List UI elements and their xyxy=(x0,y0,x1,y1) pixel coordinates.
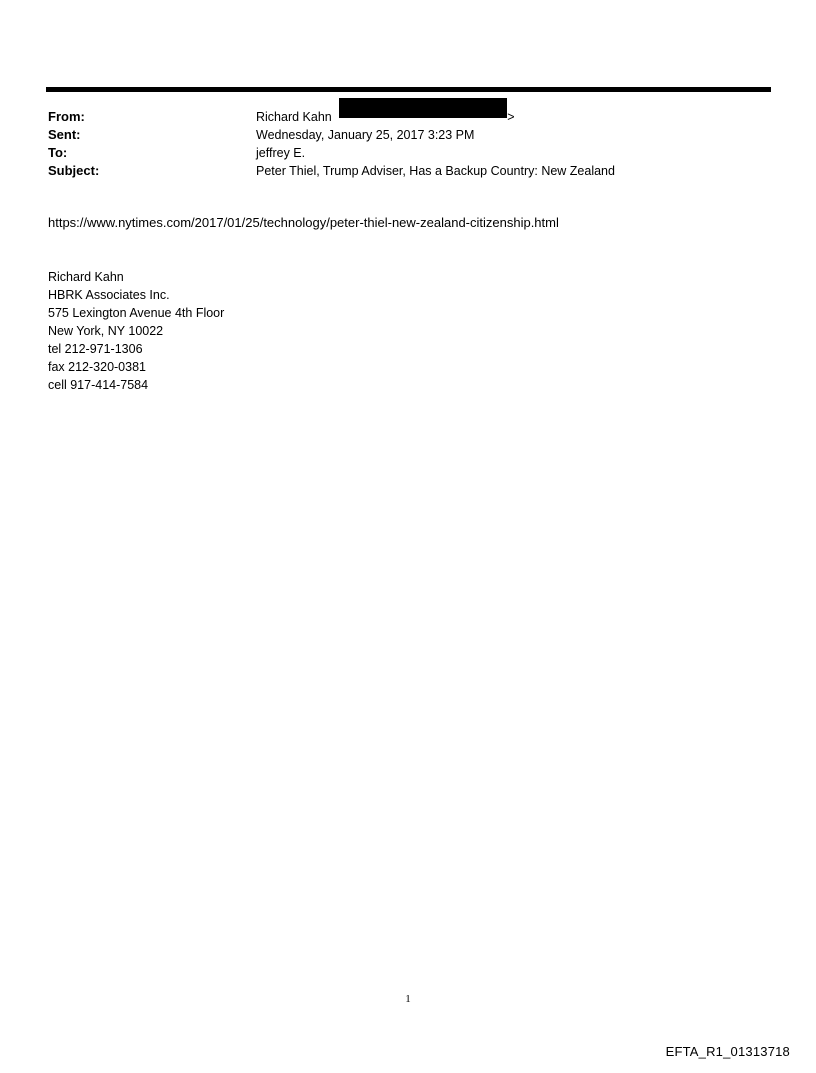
sent-label: Sent: xyxy=(48,127,81,142)
from-row xyxy=(48,108,768,126)
subject-value: Peter Thiel, Trump Adviser, Has a Backup Country: New Zealand xyxy=(256,164,615,178)
to-value: jeffrey E. xyxy=(256,146,306,160)
to-row xyxy=(48,144,768,162)
sent-row xyxy=(48,126,768,144)
email-header xyxy=(48,108,768,180)
document-id: EFTA_R1_01313718 xyxy=(665,1044,790,1059)
from-label: From: xyxy=(48,109,85,124)
article-link[interactable]: https://www.nytimes.com/2017/01/25/technology/peter-thiel-new-zealand-citizenship.html xyxy=(48,215,559,230)
signature-line: fax 212-320-0381 xyxy=(48,360,146,374)
from-value xyxy=(256,108,515,126)
signature-line: 575 Lexington Avenue 4th Floor xyxy=(48,306,225,320)
subject-row xyxy=(48,162,768,180)
signature-line: cell 917-414-7584 xyxy=(48,378,149,392)
signature-block xyxy=(48,268,224,394)
subject-label: Subject: xyxy=(48,163,100,178)
page-number: 1 xyxy=(405,993,411,1005)
signature-line: New York, NY 10022 xyxy=(48,324,164,338)
signature-line: HBRK Associates Inc. xyxy=(48,288,170,302)
signature-line: tel 212-971-1306 xyxy=(48,342,143,356)
header-divider xyxy=(46,87,771,92)
sent-value: Wednesday, January 25, 2017 3:23 PM xyxy=(256,128,475,142)
to-label: To: xyxy=(48,145,68,160)
signature-line: Richard Kahn xyxy=(48,270,124,284)
redacted-email-box xyxy=(339,98,507,118)
sender-name: Richard Kahn xyxy=(256,110,332,124)
redaction-tail: > xyxy=(507,110,515,124)
